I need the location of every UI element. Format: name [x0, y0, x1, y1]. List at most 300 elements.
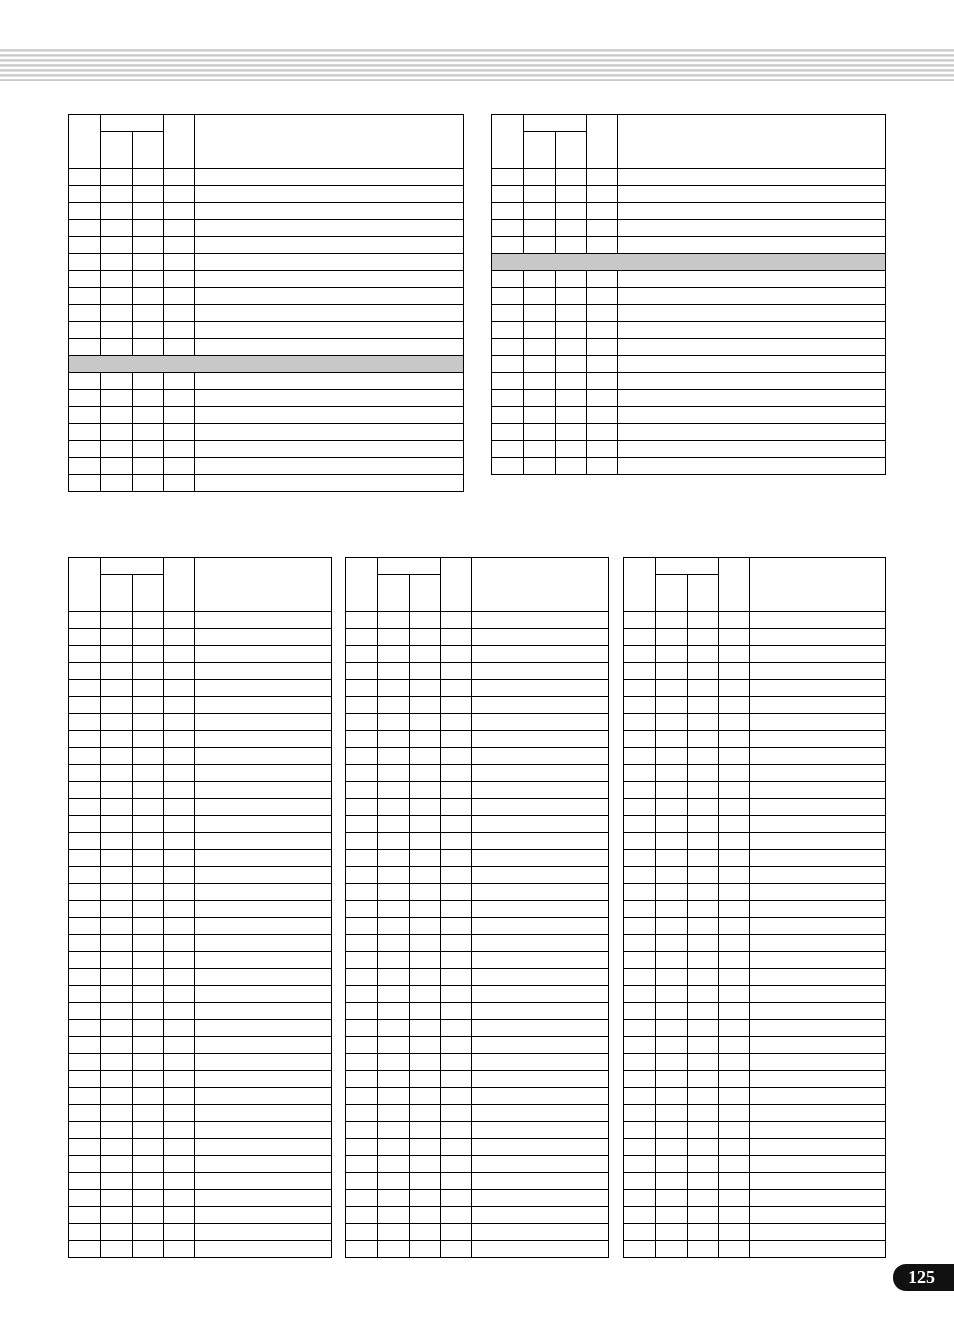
table-cell [618, 458, 886, 475]
table-cell [618, 271, 886, 288]
table-cell [346, 612, 378, 629]
table-row [346, 1088, 609, 1105]
table-cell [378, 1156, 410, 1173]
table-cell [101, 1071, 133, 1088]
table-cell [101, 424, 133, 441]
table-cell [69, 816, 101, 833]
table-row [346, 935, 609, 952]
table-cell [472, 1071, 609, 1088]
table-cell [624, 1020, 656, 1037]
table-cell [492, 305, 524, 322]
table-cell [346, 799, 378, 816]
table-row [69, 424, 464, 441]
table-cell [195, 305, 464, 322]
table-cell [164, 986, 195, 1003]
table-cell [688, 646, 719, 663]
table-cell [164, 612, 195, 629]
table-cell [656, 1122, 688, 1139]
table-cell [195, 850, 332, 867]
table-row [492, 407, 886, 424]
table-cell [378, 731, 410, 748]
section-divider-row [492, 254, 886, 271]
table-cell [656, 816, 688, 833]
table-cell [656, 884, 688, 901]
table-cell [688, 697, 719, 714]
table-cell [346, 663, 378, 680]
table-cell [101, 697, 133, 714]
table-cell [410, 663, 441, 680]
table-cell [133, 203, 164, 220]
table-cell [101, 867, 133, 884]
table-row [624, 697, 886, 714]
table-row [624, 986, 886, 1003]
table-cell [410, 1105, 441, 1122]
table-cell [69, 1088, 101, 1105]
table-cell [472, 986, 609, 1003]
table-cell [133, 1122, 164, 1139]
table-row [624, 680, 886, 697]
table-cell [688, 884, 719, 901]
table-row [624, 918, 886, 935]
table-cell [164, 748, 195, 765]
table-cell [346, 1156, 378, 1173]
table-cell [195, 612, 332, 629]
table-cell [164, 952, 195, 969]
table-cell [656, 901, 688, 918]
table-cell [346, 697, 378, 714]
table-cell [195, 1071, 332, 1088]
table-cell [101, 237, 133, 254]
table-cell [472, 1207, 609, 1224]
table-cell [346, 1190, 378, 1207]
table-cell [164, 1003, 195, 1020]
table-cell [164, 1207, 195, 1224]
table-row [69, 1241, 332, 1258]
table-cell [656, 1224, 688, 1241]
table-cell [133, 169, 164, 186]
table-cell [719, 765, 750, 782]
table-cell [719, 697, 750, 714]
table-cell [69, 237, 101, 254]
table-cell [618, 373, 886, 390]
table-cell [656, 1241, 688, 1258]
table-cell [750, 986, 886, 1003]
table-cell [472, 1037, 609, 1054]
table-cell [133, 884, 164, 901]
table-cell [524, 373, 556, 390]
table-cell [195, 254, 464, 271]
table-cell [472, 918, 609, 935]
table-row [69, 458, 464, 475]
table-cell [688, 850, 719, 867]
table-cell [164, 1241, 195, 1258]
table-cell [624, 782, 656, 799]
table-cell [688, 986, 719, 1003]
table-cell [164, 969, 195, 986]
table-row [624, 629, 886, 646]
table-cell [688, 1207, 719, 1224]
table-cell [472, 1054, 609, 1071]
table-cell [624, 1241, 656, 1258]
table-cell [69, 288, 101, 305]
table-row [624, 646, 886, 663]
table-cell [195, 220, 464, 237]
table-cell [164, 1071, 195, 1088]
table-row [69, 390, 464, 407]
table-cell [410, 1122, 441, 1139]
table-cell [688, 1054, 719, 1071]
table-cell [69, 373, 101, 390]
table-cell [719, 714, 750, 731]
table-cell [656, 1156, 688, 1173]
table-cell [750, 782, 886, 799]
table-cell [69, 1105, 101, 1122]
table-cell [624, 952, 656, 969]
table-cell [410, 952, 441, 969]
table-cell [688, 867, 719, 884]
table-cell [410, 918, 441, 935]
table-cell [346, 748, 378, 765]
table-cell [472, 952, 609, 969]
table-cell [410, 816, 441, 833]
table-cell [164, 1190, 195, 1207]
table-row [346, 680, 609, 697]
table-cell [101, 1054, 133, 1071]
table-cell [195, 1241, 332, 1258]
table-cell [164, 867, 195, 884]
table-cell [656, 986, 688, 1003]
table-cell [133, 407, 164, 424]
table-row [346, 1071, 609, 1088]
header-cell [719, 558, 750, 612]
table-cell [164, 1054, 195, 1071]
table-cell [346, 1241, 378, 1258]
header-group-cell [101, 558, 164, 575]
table-row [492, 288, 886, 305]
table-cell [101, 1224, 133, 1241]
table-row [346, 901, 609, 918]
table-cell [69, 1190, 101, 1207]
table-cell [101, 220, 133, 237]
table-cell [624, 1105, 656, 1122]
table-row [624, 884, 886, 901]
table-cell [624, 765, 656, 782]
table-cell [719, 680, 750, 697]
table-cell [133, 339, 164, 356]
table-row [69, 952, 332, 969]
table-cell [750, 1241, 886, 1258]
table-cell [618, 203, 886, 220]
table-cell [133, 1241, 164, 1258]
table-cell [656, 646, 688, 663]
table-cell [656, 1207, 688, 1224]
table-cell [556, 271, 587, 288]
table-cell [346, 1054, 378, 1071]
table-cell [101, 918, 133, 935]
table-cell [719, 833, 750, 850]
table-cell [556, 220, 587, 237]
table-cell [719, 1139, 750, 1156]
table-cell [719, 748, 750, 765]
table-cell [346, 782, 378, 799]
table-cell [133, 646, 164, 663]
table-cell [101, 169, 133, 186]
table-cell [719, 1173, 750, 1190]
table-row [346, 731, 609, 748]
table-cell [133, 237, 164, 254]
table-cell [688, 1071, 719, 1088]
table-cell [164, 646, 195, 663]
table-cell [195, 1054, 332, 1071]
table-cell [346, 1122, 378, 1139]
table-cell [624, 1003, 656, 1020]
table-cell [556, 288, 587, 305]
table-cell [719, 1071, 750, 1088]
table-cell [656, 1173, 688, 1190]
table-row [69, 1207, 332, 1224]
table-row [624, 1173, 886, 1190]
table-cell [69, 203, 101, 220]
table-row [492, 356, 886, 373]
table-cell [688, 918, 719, 935]
table-cell [524, 271, 556, 288]
table-cell [441, 731, 472, 748]
table-cell [688, 935, 719, 952]
table-row [492, 169, 886, 186]
table-cell [624, 680, 656, 697]
table-cell [101, 254, 133, 271]
table-cell [346, 816, 378, 833]
table-cell [69, 629, 101, 646]
table-cell [410, 850, 441, 867]
table-cell [378, 680, 410, 697]
table-row [624, 799, 886, 816]
table-cell [346, 1173, 378, 1190]
header-group-cell [101, 115, 164, 132]
table-cell [101, 186, 133, 203]
table-cell [69, 986, 101, 1003]
table-cell [195, 373, 464, 390]
table-row [624, 935, 886, 952]
table-cell [750, 1207, 886, 1224]
table-cell [688, 680, 719, 697]
table-cell [101, 458, 133, 475]
table-cell [195, 867, 332, 884]
table-cell [587, 169, 618, 186]
table-cell [719, 816, 750, 833]
table-row [346, 867, 609, 884]
table-cell [410, 1088, 441, 1105]
table-cell [688, 714, 719, 731]
table-cell [378, 918, 410, 935]
table-row [346, 1190, 609, 1207]
table-cell [587, 220, 618, 237]
table-cell [587, 424, 618, 441]
table-row [69, 969, 332, 986]
table-cell [688, 1173, 719, 1190]
table-cell [195, 271, 464, 288]
table-cell [441, 1122, 472, 1139]
table-cell [164, 765, 195, 782]
table-cell [133, 1071, 164, 1088]
table-cell [688, 1224, 719, 1241]
table-cell [133, 254, 164, 271]
table-cell [378, 986, 410, 1003]
table-cell [195, 1020, 332, 1037]
table-cell [410, 1207, 441, 1224]
table-cell [69, 833, 101, 850]
table-cell [410, 799, 441, 816]
table-cell [133, 969, 164, 986]
table-cell [624, 1156, 656, 1173]
table-cell [587, 339, 618, 356]
table-cell [688, 1105, 719, 1122]
table-cell [101, 748, 133, 765]
table-cell [750, 1224, 886, 1241]
table-cell [688, 1190, 719, 1207]
table-cell [618, 424, 886, 441]
header-cell [195, 558, 332, 612]
table-cell [133, 629, 164, 646]
table-cell [524, 288, 556, 305]
table-cell [133, 833, 164, 850]
table-row [346, 646, 609, 663]
table-cell [195, 1224, 332, 1241]
table-cell [410, 935, 441, 952]
table-row [346, 765, 609, 782]
table-cell [378, 714, 410, 731]
table-cell [133, 1037, 164, 1054]
table-cell [101, 373, 133, 390]
table-cell [750, 1071, 886, 1088]
table-cell [556, 424, 587, 441]
table-cell [195, 322, 464, 339]
table-cell [101, 969, 133, 986]
table-row [346, 714, 609, 731]
table-cell [378, 1037, 410, 1054]
page-number: 125 [893, 1264, 954, 1291]
table-cell [556, 169, 587, 186]
header-cell [492, 115, 524, 169]
table-row [624, 663, 886, 680]
table-row [69, 816, 332, 833]
header-cell [195, 115, 464, 169]
table-cell [133, 288, 164, 305]
table-cell [133, 765, 164, 782]
table-cell [195, 407, 464, 424]
table-cell [441, 748, 472, 765]
table-cell [587, 305, 618, 322]
table-cell [556, 356, 587, 373]
table-cell [656, 612, 688, 629]
table-cell [133, 475, 164, 492]
table-row [624, 714, 886, 731]
table-cell [101, 1173, 133, 1190]
table-cell [69, 748, 101, 765]
table-row [346, 1173, 609, 1190]
table-cell [688, 748, 719, 765]
table-row [69, 748, 332, 765]
table-cell [624, 986, 656, 1003]
table-cell [195, 748, 332, 765]
table-cell [133, 1003, 164, 1020]
table-cell [410, 1003, 441, 1020]
table-cell [719, 986, 750, 1003]
table-cell [441, 935, 472, 952]
table-cell [101, 731, 133, 748]
table-row [69, 918, 332, 935]
table-row [492, 441, 886, 458]
table-cell [69, 952, 101, 969]
table-row [492, 322, 886, 339]
table-cell [472, 1020, 609, 1037]
table-row [346, 1037, 609, 1054]
table-cell [472, 612, 609, 629]
table-cell [101, 1241, 133, 1258]
table-cell [472, 901, 609, 918]
table-cell [410, 1054, 441, 1071]
table-cell [69, 220, 101, 237]
table-row [69, 186, 464, 203]
table-cell [624, 646, 656, 663]
table-cell [195, 901, 332, 918]
table-cell [441, 663, 472, 680]
table-cell [441, 782, 472, 799]
table-cell [195, 203, 464, 220]
table-cell [410, 646, 441, 663]
table-cell [69, 663, 101, 680]
table-cell [101, 1105, 133, 1122]
table-row [624, 1190, 886, 1207]
table-row [69, 697, 332, 714]
table-cell [378, 833, 410, 850]
table-cell [69, 475, 101, 492]
table-cell [441, 1224, 472, 1241]
table-cell [587, 288, 618, 305]
table-cell [750, 1105, 886, 1122]
table-cell [441, 1156, 472, 1173]
table-cell [719, 1190, 750, 1207]
table-cell [133, 952, 164, 969]
table-cell [618, 407, 886, 424]
table-cell [618, 390, 886, 407]
table-row [624, 1088, 886, 1105]
table-row [346, 816, 609, 833]
table-cell [410, 1224, 441, 1241]
table-cell [133, 714, 164, 731]
table-row [69, 1020, 332, 1037]
table-row [69, 680, 332, 697]
table-cell [524, 220, 556, 237]
table-cell [587, 322, 618, 339]
table-cell [133, 782, 164, 799]
table-cell [441, 884, 472, 901]
table-cell [624, 969, 656, 986]
table-cell [101, 203, 133, 220]
table-cell [195, 1207, 332, 1224]
table-cell [472, 799, 609, 816]
table-row [624, 1156, 886, 1173]
table-cell [410, 867, 441, 884]
table-cell [688, 1241, 719, 1258]
table-cell [441, 969, 472, 986]
table-cell [624, 629, 656, 646]
table-cell [472, 935, 609, 952]
table-cell [750, 1173, 886, 1190]
table-row [69, 765, 332, 782]
table-cell [688, 1037, 719, 1054]
table-row [69, 1105, 332, 1122]
